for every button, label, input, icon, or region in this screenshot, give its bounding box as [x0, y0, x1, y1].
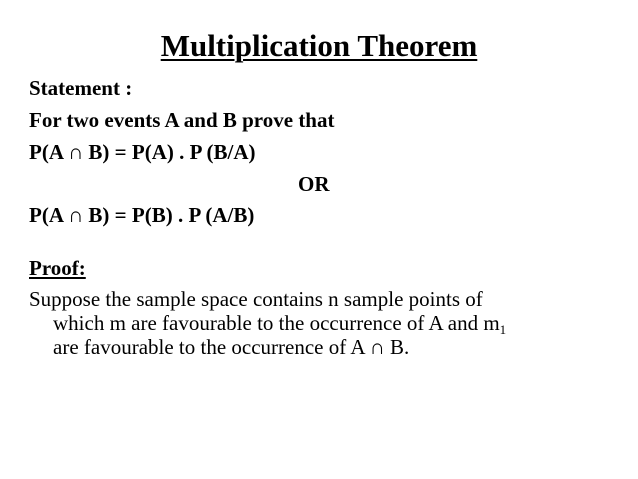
proof-heading: Proof: — [29, 256, 86, 280]
slide-title: Multiplication Theorem — [160, 28, 478, 63]
formula-1: P(A ∩ B) = P(A) . P (B/A) — [29, 140, 256, 164]
proof-line-2-text: which m are favourable to the occurrence of A and m — [53, 311, 500, 335]
statement-heading: Statement : — [29, 76, 133, 100]
proof-paragraph — [29, 287, 609, 359]
proof-line-2-subscript: 1 — [499, 322, 507, 337]
proof-line-2 — [29, 311, 609, 335]
formula-2: P(A ∩ B) = P(B) . P (A/B) — [29, 203, 255, 227]
or-text: OR — [298, 172, 330, 196]
proof-line-3: are favourable to the occurrence of A ∩ B. — [53, 335, 410, 359]
statement-line: For two events A and B prove that — [29, 108, 335, 132]
proof-line-1: Suppose the sample space contains n sample points of — [29, 287, 483, 311]
